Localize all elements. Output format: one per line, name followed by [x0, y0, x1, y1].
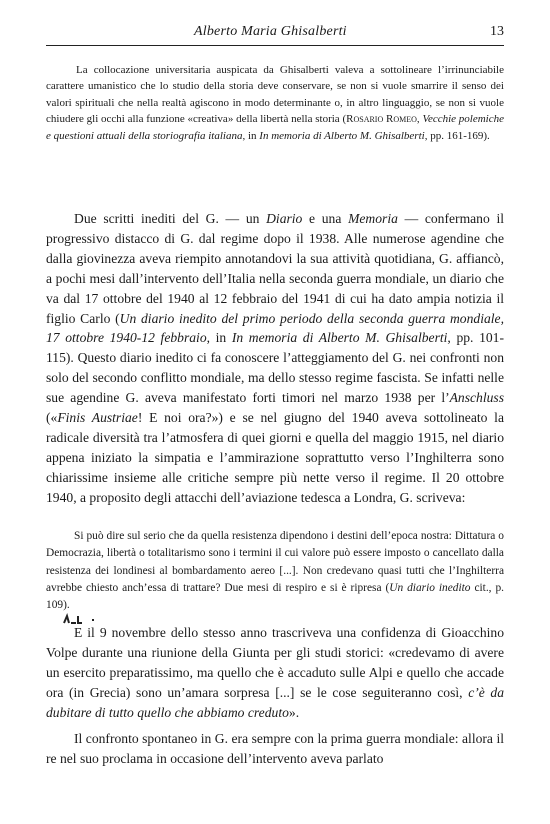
para1-finis-austriae: Finis Austriae — [57, 410, 138, 426]
header-rule — [46, 45, 504, 46]
para1-anschluss: Anschluss — [449, 390, 504, 406]
paragraph-2 — [46, 623, 504, 723]
note-title-2: In memoria di Alberto M. Ghisalberti — [259, 129, 425, 142]
paragraph — [46, 209, 504, 508]
para3-text-1: Il confronto spontaneo in G. era sempre con la prima guerra mondiale: allora il re nel suo proclama in occasione dell’intervento aveva parlato — [46, 731, 504, 766]
note-text-3: , in — [242, 129, 260, 142]
para1-text-6: (« — [46, 410, 58, 426]
note-title-1: Vecchie polemiche e questioni attuali della storiografia italiana — [46, 113, 504, 142]
body-paragraphs-2 — [46, 623, 504, 769]
para2-italic: c’è da dubitare di tutto quello che abbiamo creduto — [46, 685, 504, 720]
body-paragraph-1 — [46, 209, 504, 508]
para1-text-1: Due scritti inediti del G. — un — [74, 211, 267, 226]
paragraph-3 — [46, 729, 504, 769]
para1-text-7: ! E noi ora?») e se nel giugno del 1940 aveva sottolineato la radicale diversità tra l’atmosfera di quei giorni e quella del maggio 1915, nel diario appena iniziato la simpatia e l’ammirazione soprattutto verso l’Inghilterra sono chiarissime insieme alle critiche sempre più nette verso il regime. Il 20 ottobre 1940, a proposito degli attacchi dell’aviazione tedesca a Londra, G. scriveva: — [46, 410, 504, 505]
para1-title-1: Un diario inedito del primo periodo della seconda guerra mondiale, 17 ottobre 1940-12 febbraio — [46, 310, 504, 346]
page-number: 13 — [490, 24, 504, 39]
para2-text-1: E il 9 novembre dello stesso anno trascriveva una confidenza di Gioacchino Volpe durante una riunione della Giunta per gli studi storici: «credevamo di avere un esercito preparatissimo, ma quello che è accaduto sulle Alpi e quello che accade ora (in Grecia) sono un’amara sorpresa [...] se le cose seguiteranno così, — [46, 625, 504, 700]
para1-title-2: In memoria di Alberto M. Ghisalberti — [231, 330, 448, 346]
note-text-4: , pp. 161-169). — [424, 129, 490, 142]
quote-text-2: cit., p. 109). — [46, 581, 504, 612]
para1-diario: Diario — [266, 211, 303, 226]
para1-text-5: , pp. 101-115). Questo diario inedito ci fa conoscere l’atteggiamento del G. nei confronti non solo del secondo conflitto mondiale, ma dello stesso regime fascista. Se infatti nelle sue agendine G. aveva manifestato forti timori nel marzo 1938 per l’ — [46, 330, 504, 406]
running-head: Alberto Maria Ghisalberti — [194, 24, 347, 39]
quote-paragraph — [46, 528, 504, 614]
quote-title: Un diario inedito — [389, 581, 471, 594]
para1-text-3: — confermano il progressivo distacco di G. dal regime dopo il 1938. Alle numerose agendine che dalla giovinezza aveva riempito annotandovi la sua attività quotidiana, G. affiancò, a pochi mesi dall’intervento dell’Italia nella seconda guerra mondiale, un diario che va dal 17 ottobre del 1940 al 12 febbraio del 1941 di cui ha dato ampia notizia il figlio Carlo ( — [46, 211, 505, 326]
quote-text-1: Si può dire sul serio che da quella resistenza dipendono i destini dell’epoca nostra: Dittatura o Democrazia, libertà o totalitarismo sono i termini il cui valore può essere imposto o cancellato dalla resistenza dei londinesi al bombardamento aereo [...]. Non credevano quasi tutti che l’Inghilterra avrebbe chiesto anch’essa di trattare? Due mesi di respiro e si è ripresa ( — [46, 530, 504, 594]
footnote-continuation — [46, 62, 504, 144]
block-quote — [46, 528, 504, 614]
page-header — [46, 24, 504, 44]
para1-memoria: Memoria — [348, 211, 398, 226]
note-paragraph — [46, 62, 504, 144]
para2-text-2: ». — [288, 705, 300, 720]
para1-text-4: , in — [206, 330, 232, 346]
note-author: Rosario Romeo — [346, 113, 417, 126]
para1-text-2: e una — [302, 211, 349, 226]
note-text-2: , — [416, 113, 423, 126]
note-text-1: La collocazione universitaria auspicata da Ghisalberti valeva a sottolineare l’irrinunciabile carattere umanistico che lo studio della storia deve conservare, se non si vuole smarrire il senso dei valori spirituali che nella realtà agiscono in modo determinante o, in altro linguaggio, se non si vuole chiudere gli occhi alla funzione «creativa» della libertà nella storia ( — [46, 64, 504, 126]
